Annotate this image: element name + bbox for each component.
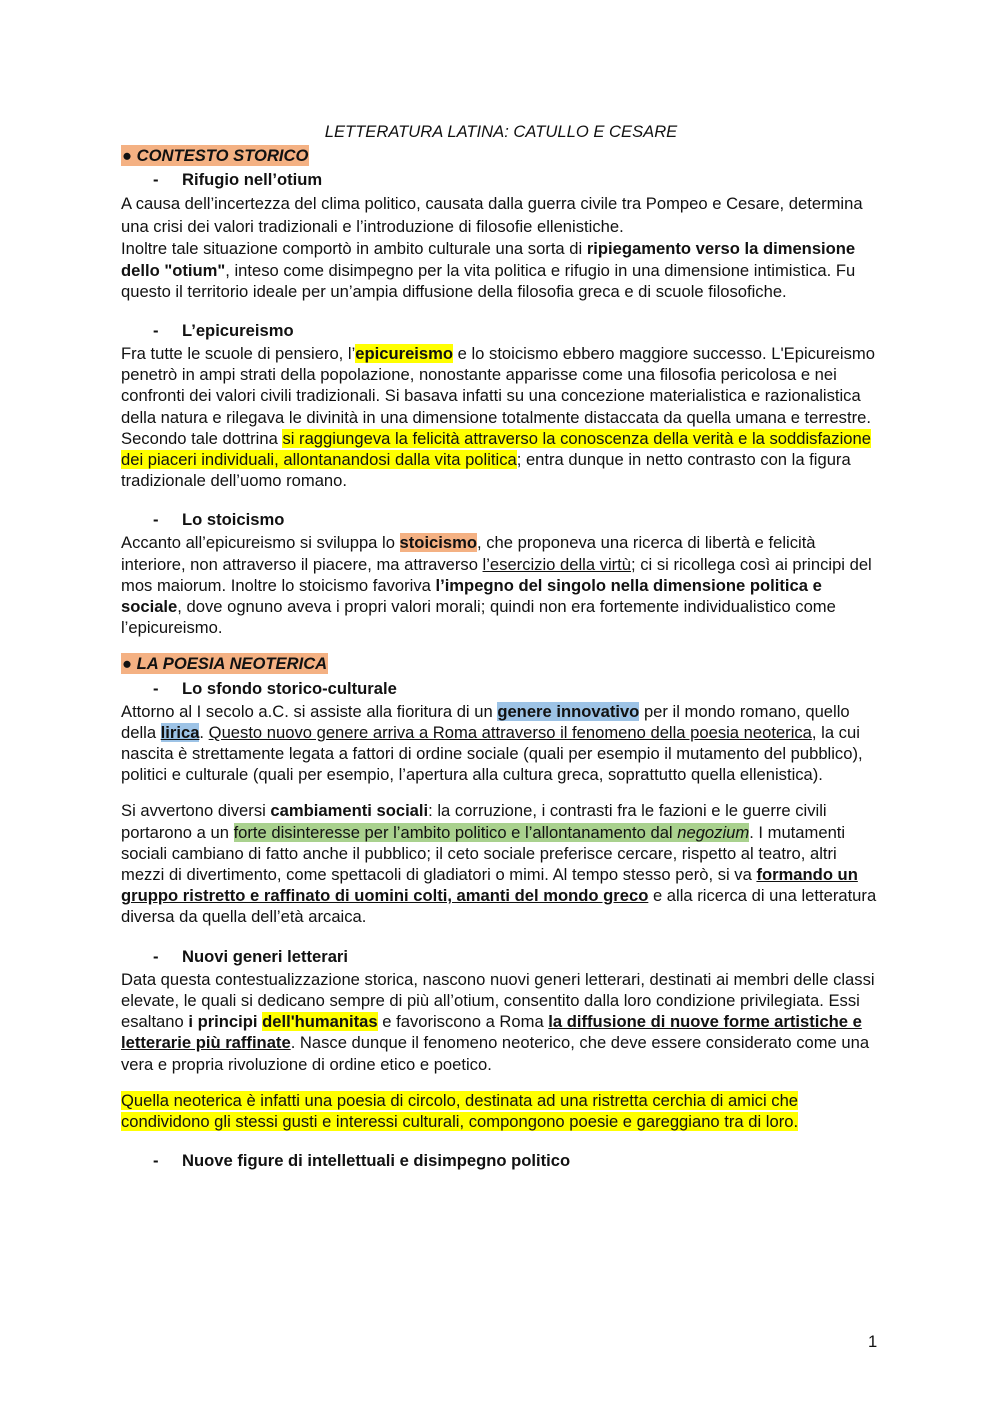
text-run: . Nasce dunque il fenomeno neoterico, che deve essere considerato come una vera e propria rivoluzione di ordine etico e poetico. bbox=[121, 1033, 870, 1074]
emphasized-text: cambiamenti sociali bbox=[270, 801, 429, 821]
paragraph-spacer bbox=[121, 638, 881, 653]
paragraph-spacer bbox=[121, 491, 881, 506]
body-paragraph bbox=[121, 192, 881, 238]
subsection-heading bbox=[121, 509, 881, 530]
bullet-dash: - bbox=[153, 678, 159, 698]
subsection-heading bbox=[121, 946, 881, 967]
highlighted-text: genere innovativo bbox=[497, 701, 640, 721]
highlighted-text: forte disinteresse per l’ambito politico e l’allontanamento dal bbox=[233, 822, 678, 842]
text-run: , che proponeva una ricerca di libertà e felicità interiore, non attraverso il piacere, ma attraverso bbox=[121, 533, 816, 574]
bullet-dash: - bbox=[153, 321, 159, 341]
bullet-dash: - bbox=[153, 170, 159, 190]
highlighted-text: dell'humanitas bbox=[262, 1012, 378, 1032]
subsection-title: L’epicureismo bbox=[182, 321, 294, 341]
paragraph-spacer bbox=[121, 785, 881, 800]
subsection-title: Lo stoicismo bbox=[182, 510, 285, 530]
bullet-dash: - bbox=[153, 1151, 159, 1171]
section-heading: ● LA POESIA NEOTERICA bbox=[122, 654, 328, 674]
body-paragraph bbox=[121, 969, 881, 1075]
highlighted-text: si raggiungeva la felicità attraverso la conoscenza della verità e la soddisfazione dei piaceri individuali, allontanandosi dalla vita politica bbox=[121, 428, 871, 470]
text-run: e lo stoicismo ebbero maggiore successo. L'Epicureismo penetrò in ampi strati della popolazione, nonostante apparisse come una filosofia pericolosa e nei confronti dei valori civili tradizionali. Si basava infatti su una concezione materialistica e razionalistica della natura e rilegava le divinità in una dimensione totalmente distaccata da quella umana e terrestre. Secondo tale dottrina bbox=[121, 344, 875, 448]
text-run: , inteso come disimpegno per la vita politica e rifugio in una dimensione intimistica. Fu questo il territorio ideale per un’ampia diffusione della filosofia greca e di scuole filosofiche. bbox=[121, 260, 856, 301]
subsection-heading bbox=[121, 169, 881, 190]
bullet-dash: - bbox=[153, 510, 159, 530]
text-run: Accanto all’epicureismo si sviluppa lo bbox=[121, 533, 400, 553]
section-heading-wrap bbox=[121, 653, 881, 674]
bullet-dash: - bbox=[153, 946, 159, 966]
paragraph-spacer bbox=[121, 928, 881, 943]
emphasized-text: la diffusione di nuove forme artistiche e letterarie più raffinate bbox=[121, 1012, 862, 1053]
paragraph-spacer bbox=[121, 1075, 881, 1090]
subsection-title: Lo sfondo storico-culturale bbox=[182, 678, 397, 698]
page-number: 1 bbox=[868, 1332, 878, 1351]
emphasized-text: ripiegamento verso la dimensione dello "otium" bbox=[121, 239, 856, 280]
section-heading: ● CONTESTO STORICO bbox=[122, 146, 309, 166]
text-run: Data questa contestualizzazione storica, nascono nuovi generi letterari, destinati ai membri delle classi elevate, le quali si dedicano sempre di più all’otium, consentito dalla loro condizione privilegiata. Essi esaltano bbox=[121, 969, 875, 1032]
body-paragraph bbox=[121, 238, 881, 302]
text-run: . bbox=[199, 722, 209, 742]
body-paragraph bbox=[121, 800, 881, 927]
text-run: Si avvertono diversi bbox=[121, 801, 271, 821]
text-run: ; ci si ricollega così ai principi del mos maiorum. Inoltre lo stoicismo favoriva bbox=[121, 554, 872, 595]
text-run: e alla ricerca di una letteratura diversa da quella dell’età arcaica. bbox=[121, 886, 877, 927]
emphasized-text: formando un gruppo ristretto e raffinato di uomini colti, amanti del mondo greco bbox=[121, 865, 858, 906]
body-paragraph bbox=[121, 1090, 881, 1132]
emphasized-text: l’esercizio della virtù bbox=[482, 554, 632, 574]
text-run: . I mutamenti sociali cambiano di fatto anche il pubblico; il ceto sociale preferisce cercare, rispetto al teatro, altri mezzi di divertimento, come spettacoli di gladiatori o mimi. Al tempo stesso però, si va bbox=[121, 822, 846, 885]
subsection-title: Nuove figure di intellettuali e disimpegno politico bbox=[182, 1151, 571, 1171]
subsection-heading bbox=[121, 320, 881, 341]
text-run: : la corruzione, i contrasti fra le fazioni e le guerre civili portarono a un bbox=[121, 801, 827, 842]
section-heading-wrap bbox=[121, 145, 881, 166]
text-run: e favoriscono a Roma bbox=[377, 1012, 549, 1032]
text-run: per il mondo romano, quello della bbox=[121, 701, 850, 742]
emphasized-text: Questo nuovo genere arriva a Roma attraverso il fenomeno della poesia neoterica bbox=[208, 722, 812, 742]
text-run: Fra tutte le scuole di pensiero, l’ bbox=[121, 344, 356, 364]
highlighted-text: Quella neoterica è infatti una poesia di circolo, destinata ad una ristretta cerchia di amici che condividono gli stessi gusti e interessi culturali, compongono poesie e gareggiano tra di loro. bbox=[121, 1090, 799, 1131]
paragraph-spacer bbox=[121, 302, 881, 317]
paragraph-spacer bbox=[121, 1132, 881, 1147]
text-run: Attorno al I secolo a.C. si assiste alla fioritura di un bbox=[121, 701, 498, 721]
document-body bbox=[121, 121, 881, 1173]
emphasized-text: l’impegno del singolo nella dimensione politica e sociale bbox=[121, 575, 822, 617]
subsection-heading bbox=[121, 678, 881, 699]
body-paragraph bbox=[121, 343, 881, 491]
subsection-title: Rifugio nell’otium bbox=[182, 170, 323, 190]
body-paragraph bbox=[121, 532, 881, 638]
body-paragraph bbox=[121, 701, 881, 786]
text-run: , dove ognuno aveva i propri valori morali; quindi non era fortemente individualistico come l’epicureismo. bbox=[121, 597, 836, 638]
text-run: , la cui nascita è strettamente legata a fattori di ordine sociale (quali per esempio il mutamento del pubblico), politici e culturale (quali per esempio, l’apertura alla cultura greca, soprattutto quella ellenistica). bbox=[121, 722, 863, 785]
text-run: A causa dell’incertezza del clima politico, causata dalla guerra civile tra Pompeo e Cesare, determina una crisi dei valori tradizionali e l’introduzione di filosofie ellenistiche. bbox=[121, 194, 863, 237]
text-run: ; entra dunque in netto contrasto con la figura tradizionale dell’uomo romano. bbox=[121, 450, 851, 491]
subsection-title: Nuovi generi letterari bbox=[182, 946, 348, 966]
subsection-heading bbox=[121, 1150, 881, 1171]
highlighted-text: lirica bbox=[160, 722, 200, 742]
text-run: Inoltre tale situazione comportò in ambito culturale una sorta di bbox=[121, 239, 587, 259]
highlighted-text: stoicismo bbox=[399, 533, 478, 553]
emphasized-text: i principi bbox=[188, 1012, 263, 1032]
document-title: LETTERATURA LATINA: CATULLO E CESARE bbox=[324, 122, 678, 141]
highlighted-text: negozium bbox=[677, 822, 750, 842]
highlighted-text: epicureismo bbox=[355, 344, 454, 364]
